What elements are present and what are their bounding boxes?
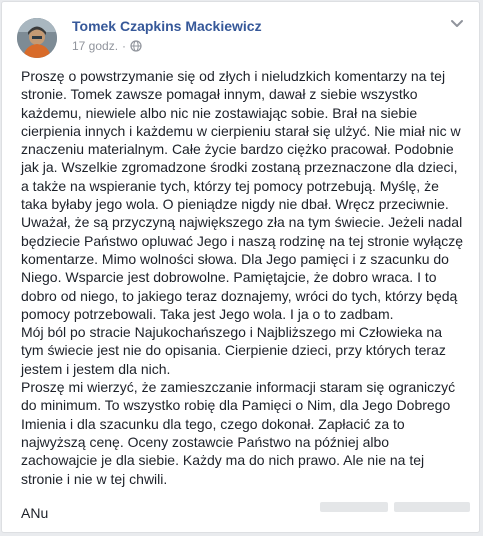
post-card	[1, 1, 480, 533]
post-header	[14, 14, 467, 58]
globe-icon[interactable]	[130, 40, 142, 52]
post-paragraph: Uważał, że są przyczyną największego zła na tym świecie. Jeżeli nadal będziecie Państwo opluwać Jego i naszą rodzinę na tej stronie wyłączę komentarze. Mimo wolności słowa. Dla Jego pamięci i z szacunku do Niego. Wsparcie jest dobrowolne. Pamiętajcie, że dobro wraca. I to dobro od niego, to jakiego teraz doznajemy, wróci do tych, którzy będą pomocy potrzebowali. Taka jest Jego wola. I ja o to zadbam.	[21, 214, 464, 322]
chevron-down-icon	[450, 16, 464, 34]
meta-separator: ·	[122, 39, 127, 53]
avatar[interactable]	[17, 18, 57, 58]
post-time[interactable]: 17 godz.	[72, 39, 119, 53]
post-paragraph: Proszę mi wierzyć, że zamieszczanie informacji staram się ograniczyć do minimum. To wszystko robię dla Pamięci o Nim, dla Jego Dobrego Imienia i dla szacunku dla tego, czego dokonał. Zapłacić za to najwyższą cenę. Oceny zostawcie Państwo na później albo zachowajcie je dla siebie. Każdy ma do nich prawo. Ale nie na tej stronie i nie w tej chwili.	[21, 379, 456, 487]
watermark	[320, 500, 470, 514]
post-meta	[72, 39, 142, 53]
post-paragraph: Mój ból po stracie Najukochańszego i Najbliższego mi Człowieka na tym świecie jest nie do opisania. Cierpienie dzieci, przy których teraz jestem i jestem dla nich.	[21, 324, 446, 377]
author-name[interactable]: Tomek Czapkins Mackiewicz	[72, 18, 262, 34]
more-options-button[interactable]	[447, 16, 467, 34]
post-body	[21, 67, 466, 522]
post-signature: ANu	[21, 504, 49, 521]
post-paragraph: Proszę o powstrzymanie się od złych i nieludzkich komentarzy na tej stronie. Tomek zawsze pomagał innym, dawał z siebie wszystko każdemu, niewiele albo nic nie zostawiając sobie. Brał na siebie cierpienia innych i każdemu w cierpieniu starał się ulżyć. Nie miał nic w znaczeniu materialnym. Całe życie bardzo ciężko pracował. Podobnie jak ja. Wszelkie zgromadzone środki zostaną przeznaczone dla dzieci, a także na wspieranie tych, którzy tej pomocy potrzebują. Myślę, że taka byłaby jego wola. O pieniądze nigdy nie dbał. Wręcz przeciwnie.	[21, 68, 461, 213]
